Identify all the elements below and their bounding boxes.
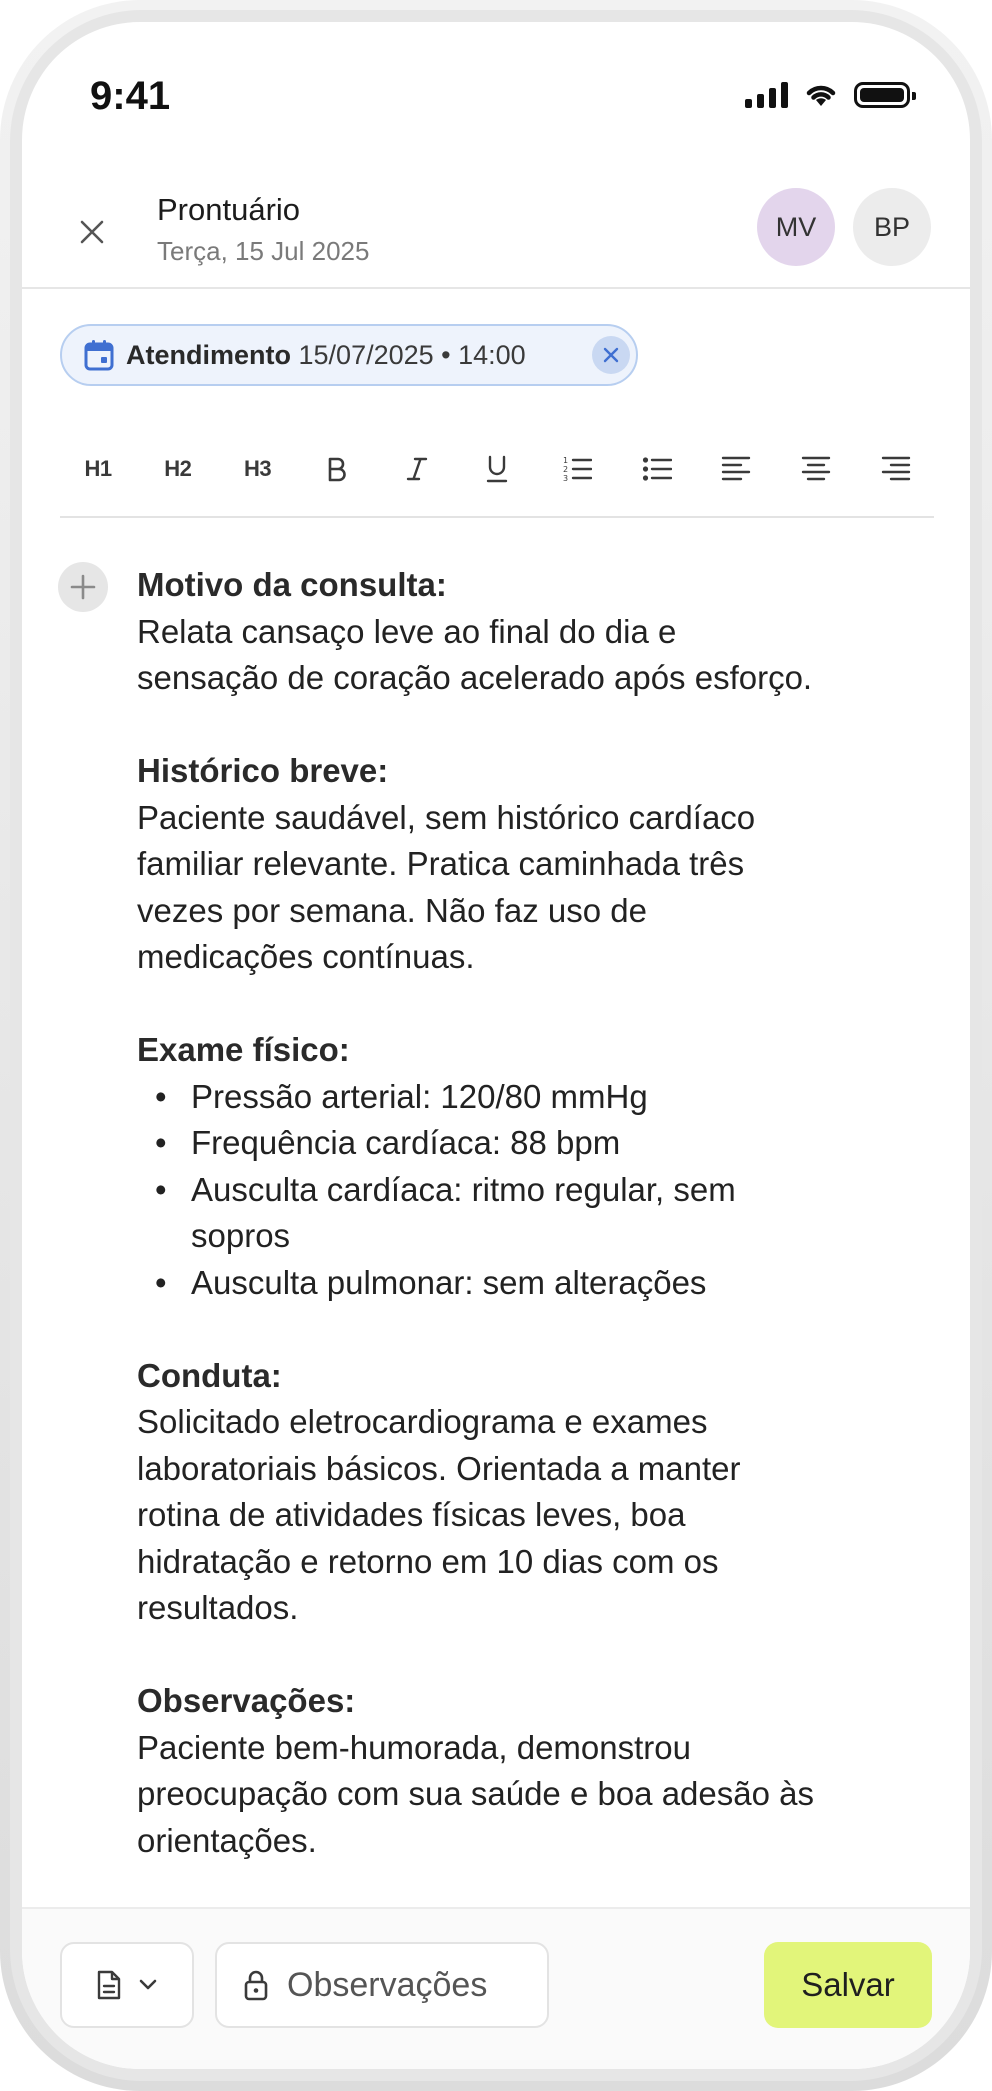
- note-editor[interactable]: [137, 562, 927, 1864]
- observations-button[interactable]: [215, 1942, 549, 2028]
- bold-icon: [326, 456, 348, 482]
- list-item-line: sopros: [191, 1217, 291, 1254]
- italic-icon: [405, 456, 429, 482]
- document-icon: [96, 1969, 122, 2001]
- page-title: Prontuário: [157, 192, 301, 227]
- document-type-dropdown[interactable]: [60, 1942, 194, 2028]
- close-icon: [603, 347, 619, 363]
- svg-text:3: 3: [562, 474, 568, 483]
- plus-icon: [70, 574, 96, 600]
- section-text-line: Relata cansaço leve ao final do dia e: [137, 612, 677, 650]
- paragraph-gap: [137, 1306, 927, 1353]
- paragraph-gap: [137, 1632, 927, 1679]
- section-text-line: Solicitado eletrocardiograma e exames: [137, 1403, 708, 1440]
- add-block-button[interactable]: [58, 562, 108, 612]
- list-item: [137, 1167, 927, 1260]
- list-item-line: Ausculta cardíaca: ritmo regular, sem: [191, 1170, 736, 1208]
- appointment-chip[interactable]: [60, 324, 638, 386]
- avatar-bp[interactable]: BP: [853, 188, 931, 266]
- appointment-chip-datetime: 15/07/2025 • 14:00: [298, 339, 526, 370]
- svg-text:2: 2: [562, 465, 568, 474]
- align-center-icon: [801, 455, 831, 483]
- heading-3-button[interactable]: H3: [244, 456, 272, 481]
- align-left-icon: [721, 455, 751, 483]
- align-center-button[interactable]: [790, 443, 842, 495]
- appointment-chip-text: [126, 340, 526, 371]
- bullet-list-button[interactable]: [631, 443, 683, 495]
- close-icon: [79, 219, 105, 245]
- toolbar-divider: [60, 516, 934, 518]
- paragraph-gap: [137, 702, 927, 749]
- bullet-list-icon: [642, 456, 672, 482]
- appointment-chip-label: Atendimento: [126, 339, 291, 370]
- align-left-button[interactable]: [710, 443, 762, 495]
- page-subtitle-date: Terça, 15 Jul 2025: [157, 236, 370, 266]
- wifi-icon: [804, 82, 838, 108]
- align-right-icon: [881, 455, 911, 483]
- lock-icon: [243, 1969, 269, 2001]
- section-text-line: Paciente bem-humorada, demonstrou: [137, 1728, 691, 1766]
- heading-2-button[interactable]: H2: [164, 456, 192, 481]
- list-item: • Pressão arterial: 120/80 mmHg: [137, 1074, 927, 1121]
- section-heading-history: Histórico breve:: [137, 752, 389, 789]
- remove-appointment-button[interactable]: [592, 336, 630, 374]
- svg-text:1: 1: [562, 456, 568, 465]
- calendar-icon: [84, 339, 114, 371]
- section-heading-conduct: Conduta:: [137, 1356, 282, 1394]
- formatting-toolbar: [60, 440, 934, 498]
- header-divider: [22, 287, 970, 289]
- bold-button[interactable]: [311, 443, 363, 495]
- exam-bullet-list: [137, 1074, 927, 1307]
- list-item: • Frequência cardíaca: 88 bpm: [137, 1120, 927, 1167]
- paragraph-gap: [137, 981, 927, 1028]
- section-text-line: orientações.: [137, 1821, 317, 1859]
- italic-button[interactable]: [391, 443, 443, 495]
- ordered-list-icon: [562, 455, 592, 483]
- screen: [22, 22, 970, 2069]
- save-button[interactable]: Salvar: [764, 1942, 932, 2028]
- battery-icon: [854, 82, 910, 108]
- avatar-mv[interactable]: MV: [757, 188, 835, 266]
- section-heading-reason: Motivo da consulta:: [137, 566, 447, 603]
- section-text-line: preocupação com sua saúde e boa adesão às: [137, 1775, 814, 1812]
- close-button[interactable]: [70, 210, 114, 254]
- underline-button[interactable]: [471, 443, 523, 495]
- section-text-line: medicações contínuas.: [137, 938, 475, 975]
- phone-bezel: [10, 10, 982, 2081]
- observations-button-label: Observações: [287, 1965, 488, 2004]
- cellular-signal-icon: [745, 82, 788, 108]
- section-text-line: Paciente saudável, sem histórico cardíaco: [137, 798, 756, 836]
- status-time: 9:41: [90, 74, 171, 118]
- section-heading-exam: Exame físico:: [137, 1031, 350, 1068]
- section-text-line: laboratoriais básicos. Orientada a manter: [137, 1449, 741, 1487]
- list-item: • Ausculta pulmonar: sem alterações: [137, 1260, 927, 1307]
- align-right-button[interactable]: [870, 443, 922, 495]
- section-text-line: resultados.: [137, 1589, 299, 1626]
- underline-icon: [485, 455, 509, 483]
- section-text-line: sensação de coração acelerado após esforço.: [137, 659, 813, 696]
- section-text-line: rotina de atividades físicas leves, boa: [137, 1496, 686, 1533]
- section-text-line: vezes por semana. Não faz uso de: [137, 891, 647, 929]
- chevron-down-icon: [138, 1978, 158, 1992]
- ordered-list-button[interactable]: [551, 443, 603, 495]
- heading-1-button[interactable]: H1: [84, 456, 112, 481]
- status-icons: [745, 82, 910, 108]
- section-heading-observations: Observações:: [137, 1682, 356, 1719]
- section-text-line: familiar relevante. Pratica caminhada três: [137, 845, 745, 882]
- section-text-line: hidratação e retorno em 10 dias com os: [137, 1542, 719, 1580]
